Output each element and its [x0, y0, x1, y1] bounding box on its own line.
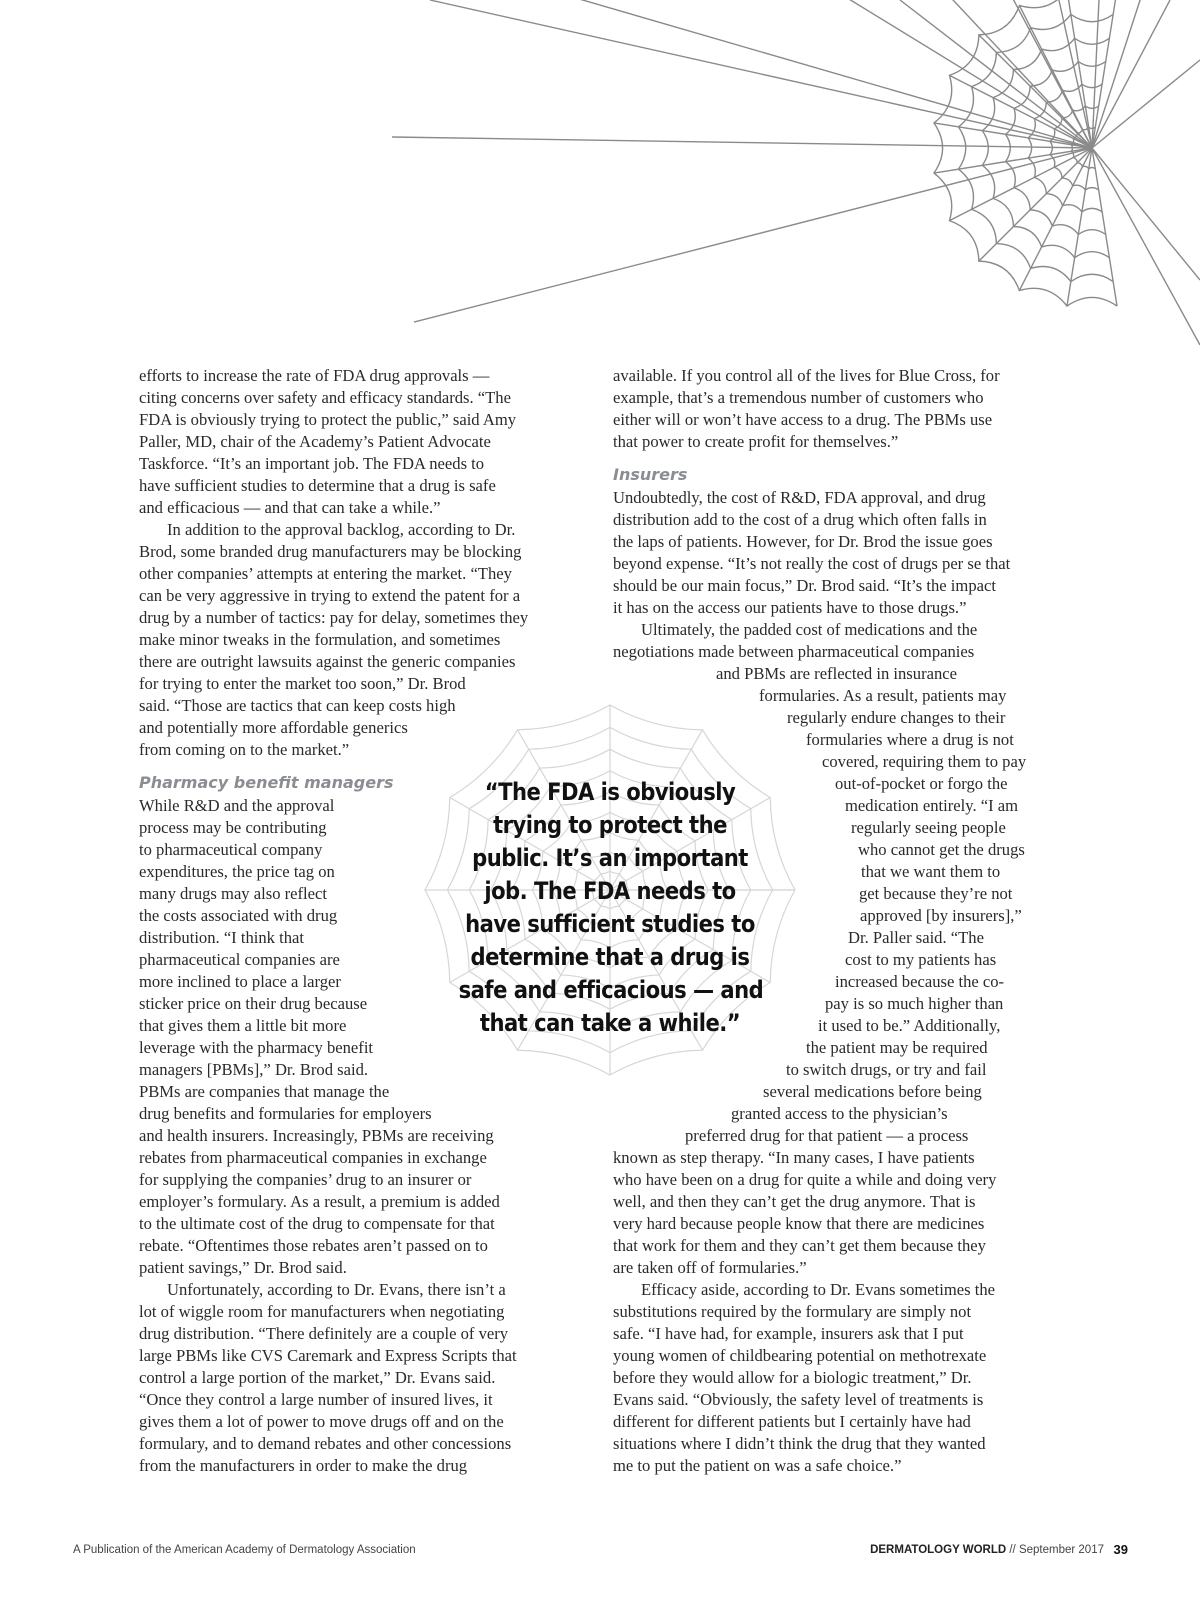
text-line: covered, requiring them to pay — [822, 752, 1027, 771]
text-line: FDA is obviously trying to protect the public,” said Amy — [139, 410, 517, 429]
text-line: to the ultimate cost of the drug to compensate for that — [139, 1214, 495, 1233]
text-line: gives them a lot of power to move drugs off and on the — [139, 1412, 504, 1431]
right-para-2 — [613, 487, 1063, 619]
text-line: from the manufacturers in order to make the drug — [139, 1456, 468, 1475]
text-line: Ultimately, the padded cost of medications and the — [641, 620, 978, 639]
page-footer — [0, 1542, 1200, 1564]
text-line: citing concerns over safety and efficacy standards. “The — [139, 388, 511, 407]
text-line: from coming on to the market.” — [139, 740, 350, 759]
left-para-4 — [139, 1279, 589, 1477]
pull-quote-line: safe and efficacious — and — [458, 976, 764, 1004]
text-line: drug distribution. “There definitely are a couple of very — [139, 1324, 509, 1343]
text-line: to pharmaceutical company — [139, 840, 323, 859]
text-line: drug by a number of tactics: pay for delay, sometimes they — [139, 608, 529, 627]
corner-spider-web-icon — [0, 0, 1200, 360]
pull-quote-line: “The FDA is obviously — [484, 778, 736, 806]
text-line: increased because the co- — [835, 972, 1005, 991]
text-line: that work for them and they can’t get them because they — [613, 1236, 986, 1255]
text-line: should be our main focus,” Dr. Brod said. “It’s the impact — [613, 576, 996, 595]
text-line: and PBMs are reflected in insurance — [716, 664, 957, 683]
text-line: for supplying the companies’ drug to an insurer or — [139, 1170, 472, 1189]
text-line: who cannot get the drugs — [858, 840, 1025, 859]
text-line: medication entirely. “I am — [845, 796, 1019, 815]
left-para-1 — [139, 365, 589, 519]
text-line: granted access to the physician’s — [731, 1104, 948, 1123]
text-line: distribution add to the cost of a drug which often falls in — [613, 510, 987, 529]
text-line: drug benefits and formularies for employers — [139, 1104, 432, 1123]
text-line: before they would allow for a biologic treatment,” Dr. — [613, 1368, 972, 1387]
page-number: 39 — [1113, 1542, 1128, 1557]
text-line: distribution. “I think that — [139, 928, 304, 947]
text-line: that power to create profit for themselves.” — [613, 432, 899, 451]
text-line: regularly endure changes to their — [787, 708, 1006, 727]
text-line: available. If you control all of the lives for Blue Cross, for — [613, 366, 1000, 385]
text-line: beyond expense. “It’s not really the cost of drugs per se that — [613, 554, 1011, 573]
text-line: managers [PBMs],” Dr. Brod said. — [139, 1060, 369, 1079]
pull-quote-line: job. The FDA needs to — [484, 877, 736, 905]
text-line: Paller, MD, chair of the Academy’s Patient Advocate — [139, 432, 491, 451]
left-para-2 — [139, 519, 589, 761]
text-line: who have been on a drug for quite a while and doing very — [613, 1170, 997, 1189]
text-line: there are outright lawsuits against the generic companies — [139, 652, 516, 671]
footer-date: September 2017 — [1018, 1544, 1104, 1556]
text-line: known as step therapy. “In many cases, I have patients — [613, 1148, 975, 1167]
footer-magazine-info — [870, 1544, 1104, 1556]
text-line: either will or won’t have access to a drug. The PBMs use — [613, 410, 993, 429]
text-line: formulary, and to demand rebates and other concessions — [139, 1434, 512, 1453]
text-line: me to put the patient on was a safe choice.” — [613, 1456, 902, 1475]
text-line: and health insurers. Increasingly, PBMs are receiving — [139, 1126, 494, 1145]
pull-quote-line: that can take a while.” — [479, 1009, 741, 1037]
text-line: “Once they control a large number of insured lives, it — [139, 1390, 493, 1409]
text-line: Evans said. “Obviously, the safety level of treatments is — [613, 1390, 984, 1409]
text-line: patient savings,” Dr. Brod said. — [139, 1258, 347, 1277]
text-line: can be very aggressive in trying to extend the patent for a — [139, 586, 521, 605]
text-line: more inclined to place a larger — [139, 972, 341, 991]
text-line: substitutions required by the formulary are simply not — [613, 1302, 972, 1321]
footer-separator: // — [1006, 1544, 1019, 1556]
text-line: preferred drug for that patient — a process — [685, 1126, 969, 1145]
text-line: out-of-pocket or forgo the — [835, 774, 1008, 793]
footer-magazine-name: DERMATOLOGY WORLD — [870, 1544, 1007, 1556]
text-line: sticker price on their drug because — [139, 994, 368, 1013]
pull-quote — [438, 776, 782, 1040]
text-line: it used to be.” Additionally, — [818, 1016, 1001, 1035]
text-line: make minor tweaks in the formulation, and sometimes — [139, 630, 501, 649]
text-line: employer’s formulary. As a result, a premium is added — [139, 1192, 500, 1211]
pull-quote-line: have sufficient studies to — [465, 910, 755, 938]
text-line: young women of childbearing potential on methotrexate — [613, 1346, 987, 1365]
text-line: to switch drugs, or try and fail — [786, 1060, 987, 1079]
text-line: that gives them a little bit more — [139, 1016, 347, 1035]
footer-publication: A Publication of the American Academy of Dermatology Association — [73, 1544, 416, 1556]
text-line: have sufficient studies to determine that a drug is safe — [139, 476, 496, 495]
text-line: negotiations made between pharmaceutical companies — [613, 642, 975, 661]
text-line: get because they’re not — [859, 884, 1013, 903]
text-line: formularies. As a result, patients may — [759, 686, 1007, 705]
text-line: large PBMs like CVS Caremark and Express Scripts that — [139, 1346, 517, 1365]
text-line: it has on the access our patients have to those drugs.” — [613, 598, 967, 617]
text-line: pay is so much higher than — [825, 994, 1004, 1013]
text-line: several medications before being — [763, 1082, 982, 1101]
text-line: pharmaceutical companies are — [139, 950, 340, 969]
text-line: situations where I didn’t think the drug that they wanted — [613, 1434, 986, 1453]
text-line: process may be contributing — [139, 818, 327, 837]
text-line: many drugs may also reflect — [139, 884, 328, 903]
text-line: that we want them to — [861, 862, 1001, 881]
text-line: lot of wiggle room for manufacturers when negotiating — [139, 1302, 505, 1321]
text-line: and potentially more affordable generics — [139, 718, 408, 737]
text-line: different for different patients but I certainly have had — [613, 1412, 971, 1431]
text-line: In addition to the approval backlog, according to Dr. — [167, 520, 516, 539]
text-line: Brod, some branded drug manufacturers may be blocking — [139, 542, 522, 561]
text-line: rebates from pharmaceutical companies in exchange — [139, 1148, 487, 1167]
text-line: for trying to enter the market too soon,” Dr. Brod — [139, 674, 466, 693]
text-line: Efficacy aside, according to Dr. Evans sometimes the — [641, 1280, 996, 1299]
text-line: safe. “I have had, for example, insurers ask that I put — [613, 1324, 964, 1343]
text-line: Dr. Paller said. “The — [848, 928, 984, 947]
text-line: approved [by insurers],” — [860, 906, 1022, 925]
text-line: very hard because people know that there are medicines — [613, 1214, 985, 1233]
text-line: cost to my patients has — [845, 950, 997, 969]
right-para-1 — [613, 365, 1063, 453]
pull-quote-line: trying to protect the — [493, 811, 727, 839]
text-line: the laps of patients. However, for Dr. Brod the issue goes — [613, 532, 993, 551]
text-line: said. “Those are tactics that can keep costs high — [139, 696, 456, 715]
subhead-insurers: Insurers — [613, 465, 688, 484]
text-line: regularly seeing people — [851, 818, 1006, 837]
text-line: Unfortunately, according to Dr. Evans, there isn’t a — [167, 1280, 506, 1299]
text-line: efforts to increase the rate of FDA drug approvals — — [139, 366, 490, 385]
text-line: example, that’s a tremendous number of customers who — [613, 388, 984, 407]
right-para-4 — [613, 1279, 1063, 1477]
text-line: Taskforce. “It’s an important job. The FDA needs to — [139, 454, 485, 473]
text-line: rebate. “Oftentimes those rebates aren’t passed on to — [139, 1236, 488, 1255]
text-line: formularies where a drug is not — [806, 730, 1014, 749]
text-line: Undoubtedly, the cost of R&D, FDA approval, and drug — [613, 488, 986, 507]
text-line: and efficacious — and that can take a while.” — [139, 498, 441, 517]
text-line: are taken off of formularies.” — [613, 1258, 807, 1277]
text-line: the patient may be required — [806, 1038, 988, 1057]
text-line: PBMs are companies that manage the — [139, 1082, 390, 1101]
pull-quote-line: public. It’s an important — [472, 844, 748, 872]
text-line: well, and then they can’t get the drug anymore. That is — [613, 1192, 976, 1211]
text-line: the costs associated with drug — [139, 906, 338, 925]
text-line: other companies’ attempts at entering the market. “They — [139, 564, 512, 583]
text-line: leverage with the pharmacy benefit — [139, 1038, 374, 1057]
text-line: expenditures, the price tag on — [139, 862, 335, 881]
text-line: While R&D and the approval — [139, 796, 335, 815]
subhead-pharmacy-benefit-managers: Pharmacy benefit managers — [139, 773, 394, 792]
text-line: control a large portion of the market,” Dr. Evans said. — [139, 1368, 496, 1387]
pull-quote-line: determine that a drug is — [470, 943, 750, 971]
